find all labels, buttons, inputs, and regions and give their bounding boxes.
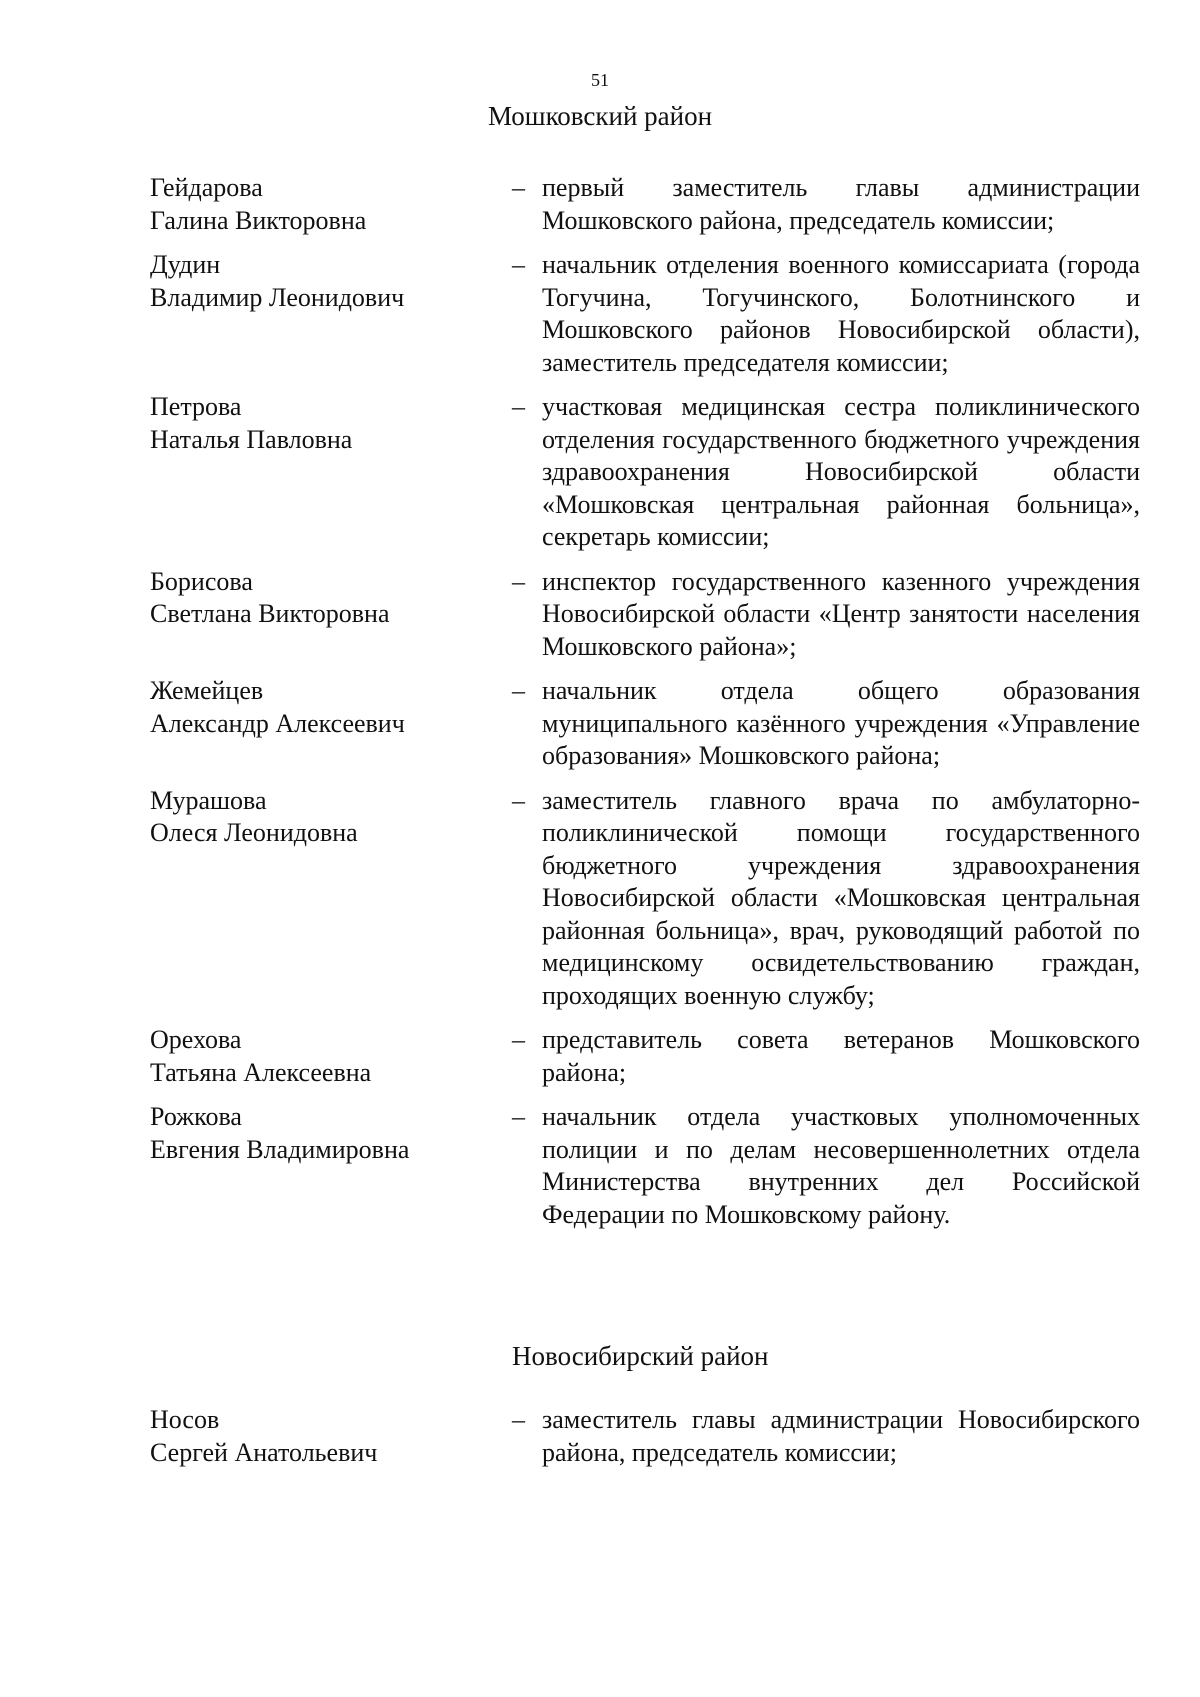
- dash: –: [512, 250, 525, 279]
- member-surname: Носов: [150, 1405, 220, 1434]
- page-number: 51: [591, 70, 609, 90]
- member-name: [150, 172, 512, 237]
- member-name: [150, 1404, 512, 1469]
- member-entry: [150, 172, 1140, 237]
- member-given-names: Владимир Леонидович: [150, 282, 405, 312]
- member-surname: Дудин: [150, 250, 221, 279]
- dash: –: [512, 1025, 525, 1054]
- member-given-names: Наталья Павловна: [150, 424, 353, 454]
- member-name: [150, 785, 512, 1013]
- member-name: [150, 391, 512, 554]
- member-name: [150, 249, 512, 379]
- member-given-names: Татьяна Алексеевна: [150, 1057, 372, 1087]
- member-entry: [150, 249, 1140, 379]
- member-given-names: Александр Алексеевич: [150, 708, 405, 738]
- dash: –: [512, 566, 525, 596]
- member-given-names: Олеся Леонидовна: [150, 818, 358, 847]
- member-surname: Борисова: [150, 566, 253, 596]
- section-title-moshkovsky: Мошковский район: [487, 101, 713, 131]
- member-name: [150, 675, 512, 773]
- member-name: [150, 1101, 512, 1231]
- member-role: инспектор государственного казенного учреждения Новосибирской области «Центр занятости населения Мошковского района»;: [542, 566, 1140, 661]
- dash: –: [512, 1405, 525, 1434]
- member-surname: Жемейцев: [150, 676, 264, 705]
- member-entry: [150, 675, 1140, 773]
- member-role: начальник отдела участковых уполномоченных полиции и по делам несовершеннолетних отдела Министерства внутренних дел Российской Федерации по Мошковскому району.: [542, 1102, 1140, 1229]
- dash: –: [512, 392, 525, 421]
- member-name: [150, 566, 512, 664]
- member-list-novosibirsky: [150, 1404, 1140, 1481]
- member-role: начальник отдела общего образования муниципального казённого учреждения «Управление образования» Мошковского района;: [542, 676, 1140, 770]
- section-title-novosibirsky: Новосибирский район: [512, 1341, 769, 1371]
- member-role: представитель совета ветеранов Мошковского района;: [542, 1025, 1140, 1087]
- dash: –: [512, 1102, 525, 1131]
- member-entry: [150, 1404, 1140, 1469]
- member-entry: [150, 1024, 1140, 1089]
- member-entry: [150, 391, 1140, 554]
- member-surname: Орехова: [150, 1025, 242, 1054]
- member-name: [150, 1024, 512, 1089]
- member-surname: Мурашова: [150, 785, 267, 815]
- member-given-names: Евгения Владимировна: [150, 1134, 410, 1164]
- member-role: участковая медицинская сестра поликлинического отделения государственного бюджетного учреждения здравоохранения Новосибирской области «Мошковская центральная районная больница», секретарь комиссии;: [542, 392, 1140, 551]
- dash: –: [512, 173, 525, 202]
- member-entry: [150, 785, 1140, 1013]
- dash: –: [512, 676, 525, 705]
- member-given-names: Светлана Викторовна: [150, 599, 390, 628]
- member-role: начальник отделения военного комиссариата (города Тогучина, Тогучинского, Болотнинского и Мошковского районов Новосибирской области), заместитель председателя комиссии;: [542, 250, 1140, 377]
- member-surname: Гейдарова: [150, 173, 263, 202]
- member-given-names: Галина Викторовна: [150, 205, 367, 235]
- member-role: первый заместитель главы администрации Мошковского района, председатель комиссии;: [542, 173, 1140, 235]
- member-role: заместитель главного врача по амбулаторно-поликлинической помощи государственного бюджетного учреждения здравоохранения Новосибирской области «Мошковская центральная районная больница», врач, руководящий работой по медицинскому освидетельствованию граждан, проходящих военную службу;: [542, 785, 1140, 1010]
- member-role: заместитель главы администрации Новосибирского района, председатель комиссии;: [542, 1405, 1140, 1467]
- member-entry: [150, 1101, 1140, 1231]
- member-surname: Рожкова: [150, 1102, 242, 1131]
- member-surname: Петрова: [150, 392, 242, 421]
- member-list-moshkovsky: [150, 172, 1140, 1243]
- member-given-names: Сергей Анатольевич: [150, 1437, 378, 1467]
- member-entry: [150, 566, 1140, 664]
- dash: –: [512, 785, 525, 815]
